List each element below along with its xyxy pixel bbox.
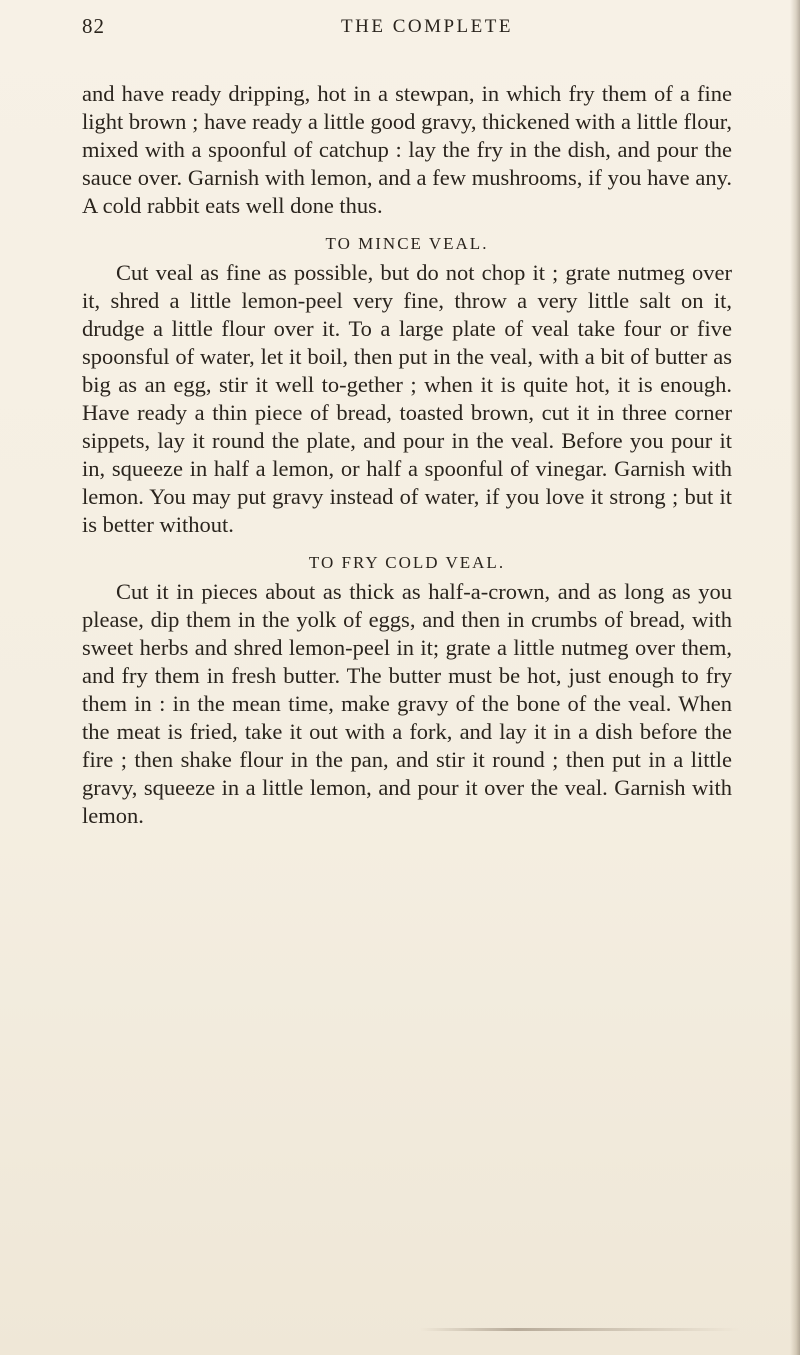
section-heading-mince-veal: TO MINCE VEAL. xyxy=(325,234,489,253)
page-number: 82 xyxy=(82,14,105,38)
page-bottom-smudge xyxy=(420,1328,740,1331)
page-edge-shadow xyxy=(790,0,800,1355)
mince-veal-paragraph: Cut veal as fine as possible, but do not chop it ; grate nutmeg over it, shred a little lemon-peel very fine, throw a very little salt on it, drudge a little flour over it. To a large plate of veal take four or five spoonsful of water, let it boil, then put in the veal, with a bit of butter as big as an egg, stir it well to-gether ; when it is quite hot, it is enough. Have ready a thin piece of bread, toasted brown, cut it in three corner sippets, lay it round the plate, and pour in the veal. Before you pour it in, squeeze in half a lemon, or half a spoonful of vinegar. Garnish with lemon. You may put gravy instead of water, if you love it strong ; but it is better without. xyxy=(82,260,732,537)
body-text xyxy=(82,80,732,830)
fry-cold-veal-paragraph: Cut it in pieces about as thick as half-a-crown, and as long as you please, dip them in the yolk of eggs, and then in crumbs of bread, with sweet herbs and shred lemon-peel in it; grate a little nutmeg over them, and fry them in fresh butter. The butter must be hot, just enough to fry them in : in the mean time, make gravy of the bone of the veal. When the meat is fried, take it out with a fork, and lay it in a dish before the fire ; then shake flour in the pan, and stir it round ; then put in a little gravy, squeeze in a little lemon, and pour it over the veal. Garnish with lemon. xyxy=(82,579,732,828)
page-header xyxy=(82,14,732,42)
running-head: THE COMPLETE xyxy=(341,16,513,37)
section-heading-fry-cold-veal: TO FRY COLD VEAL. xyxy=(308,553,506,572)
continued-paragraph: and have ready dripping, hot in a stewpan, in which fry them of a fine light brown ; have ready a little good gravy, thickened with a little flour, mixed with a spoonful of catchup : lay the fry in the dish, and pour the sauce over. Garnish with lemon, and a few mushrooms, if you have any. A cold rabbit eats well done thus. xyxy=(82,81,732,218)
